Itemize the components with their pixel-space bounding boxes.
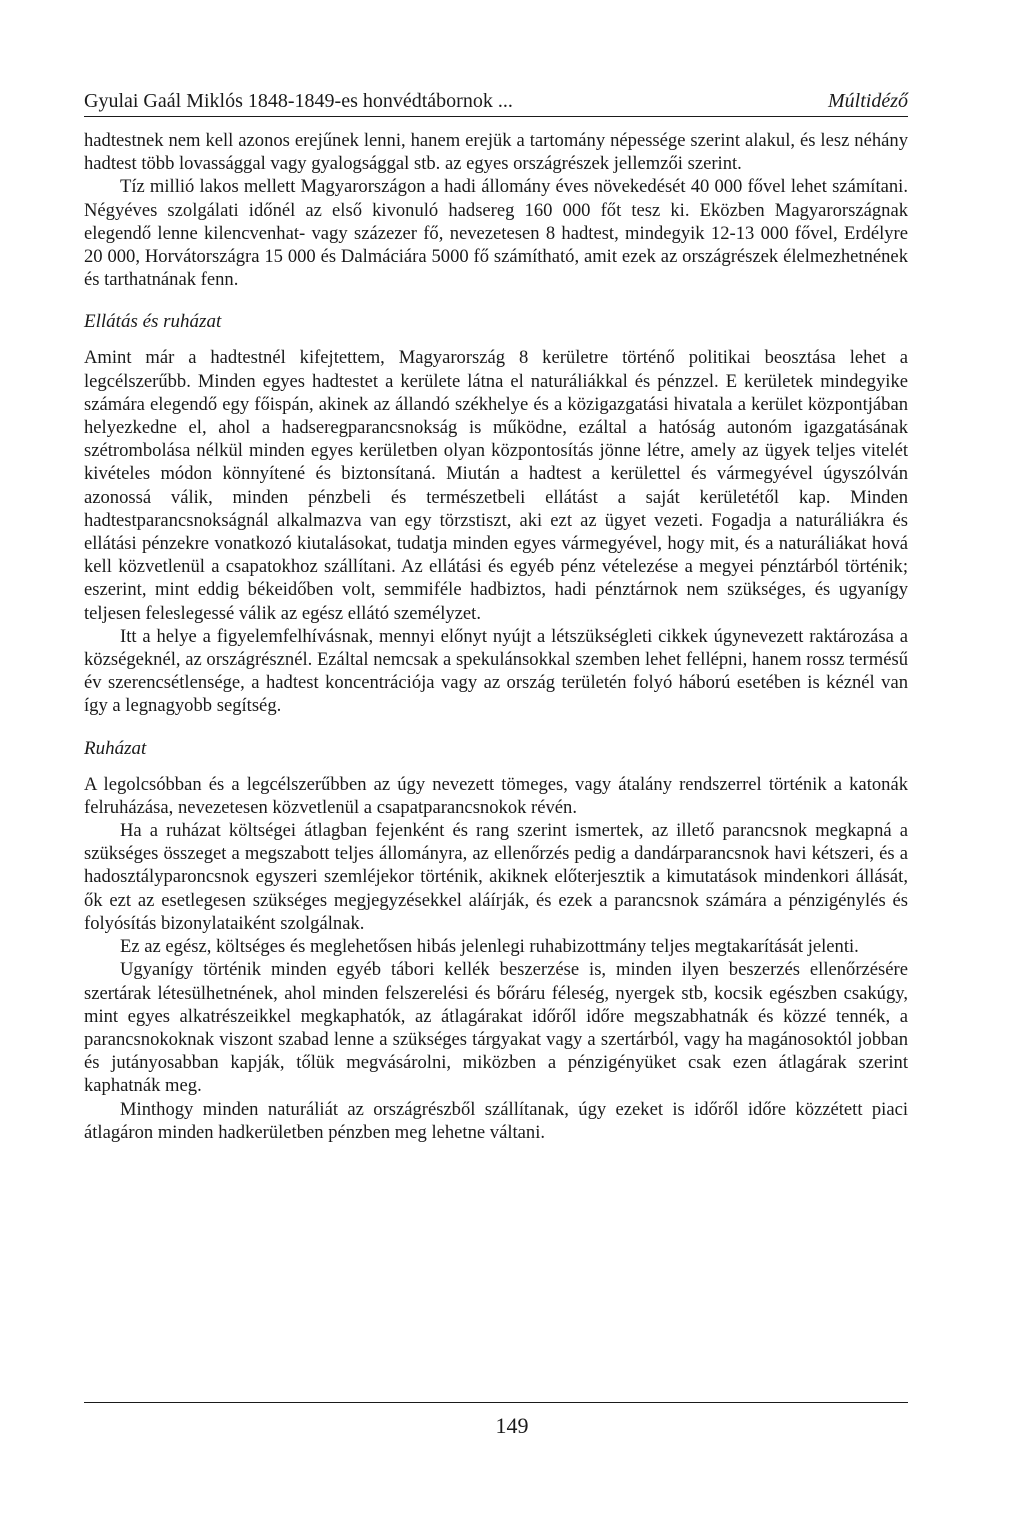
section-heading-clothing: Ruházat bbox=[84, 737, 147, 759]
paragraph: Ez az egész, költséges és meglehetősen hibás jelenlegi ruhabizottmány teljes megtakarítását jelenti. bbox=[120, 936, 859, 958]
paragraph: Ugyanígy történik minden egyéb tábori kellék beszerzése is, minden ilyen beszerzés ellenőrzésére szertárak létesülhetnének, ahol minden felszerelési és bőráru féleség, nyergek stb, kocsik egészben csakúgy, mint egyes alkatrészeikkel megkaphatók, az átlagárakat időről időre megszabhatnák és közzé tennék, a parancsnokoknak viszont szabad lenne a szükséges tárgyakat vagy a szertárból, vagy ha magánosoktól jobban és jutányosabban kapják, tőlük megvásárolni, miközben a pénzigényüket csak ezen átlagárak szerint kaphatnák meg. bbox=[84, 959, 908, 1097]
paragraph: Amint már a hadtestnél kifejtettem, Magyarország 8 kerületre történő politikai beosztása lehet a legcélszerűbb. Minden egyes hadtestet a kerülete látna el naturáliákkal és pénzzel. E kerületek mindegyike számára elegendő egy főispán, akinek az állandó székhelye és a közigazgatási hivatala a kerület központjában helyezkedne el, ahol a hadseregparancsnokság is működne, ezáltal a hatóság autonóm igazgatásának szétrombolása nélkül minden egyes kerületben olyan központosítás jönne létre, amely az ügyek teljes vitelét kivételes módon könnyítené és biztonsítaná. Miután a hadtest a kerülettel és vármegyével úgyszólván azonossá válik, minden pénzbeli és természetbeli ellátást a saját kerületétől kap. Minden hadtestparancsnokságnál alkalmazva van egy törzstiszt, aki ezt az ügyet vezeti. Fogadja a naturáliákra és ellátási pénzekre vonatkozó kiutalásokat, tudatja minden egyes vármegyével, hogy mit, és a naturáliákat hová kell közvetlenül a csapatokhoz szállítani. Az ellátási és egyéb pénz vételezése a megyei pénztárból történik; eszerint, mint eddig békeidőben volt, semmiféle hadbiztos, hadi pénztárnok nem szükséges, és ugyanígy teljesen feleslegessé válik az egész ellátó személyzet. bbox=[84, 347, 908, 624]
paragraph: Minthogy minden naturáliát az országrészből szállítanak, úgy ezeket is időről időre közzétett piaci átlagáron minden hadkerületben pénzben meg lehetne váltani. bbox=[84, 1098, 908, 1143]
paragraph: Itt a helye a figyelemfelhívásnak, mennyi előnyt nyújt a létszükségleti cikkek úgynevezett raktározása a községeknél, az országrésznél. Ezáltal nemcsak a spekulánsokkal szemben lehet fellépni, hanem rossz termésű év szerencsétlensége, a hadtest koncentrációja vagy az ország területén folyó háború esetében is kéznél van így a legnagyobb segítség. bbox=[84, 625, 908, 717]
page-number: 149 bbox=[495, 1413, 529, 1438]
section-heading-supply: Ellátás és ruházat bbox=[84, 311, 222, 333]
running-header bbox=[84, 88, 908, 117]
paragraph: Tíz millió lakos mellett Magyarországon a hadi állomány éves növekedését 40 000 fővel lehet számítani. Négyéves szolgálati időnél az első kivonuló hadsereg 160 000 főt tesz ki. Eközben Magyarországnak elegendő lenne kilencvenhat- vagy százezer fő, nevezetesen 8 hadtest, mindegyik 12-13 000 fővel, Erdélyre 20 000, Horvátországra 15 000 és Dalmáciára 5000 fő számítható, amit ezek az országrészek élelmezhetnének és tarthatnának fenn. bbox=[84, 176, 908, 291]
footer-rule bbox=[84, 1402, 908, 1403]
paragraph: hadtestnek nem kell azonos erejűnek lenni, hanem erejük a tartomány népessége szerint alakul, és lesz néhány hadtest több lovassággal vagy gyalogsággal stb. az egyes országrészek jellemzői szerint. bbox=[84, 130, 908, 175]
paragraph: Ha a ruházat költségei átlagban fejenként és rang szerint ismertek, az illető parancsnok megkapná a szükséges összeget a megszabott teljes állományra, az ellenőrzés pedig a dandárparancsnok havi kétszeri, és a hadosztályparoncsnok egyszeri szemléjekor történik, akiknek előterjesztik a kimutatások mindenkori állását, ők ezt az esetlegesen szükséges megjegyzésekkel aláírják, és ezek a parancsnok számára a pénzigénylés és folyósítás bizonylataiként szolgálnak. bbox=[84, 820, 908, 934]
running-header-section: Múltidéző bbox=[828, 90, 908, 112]
paragraph: A legolcsóbban és a legcélszerűbben az úgy nevezett tömeges, vagy átalány rendszerrel történik a katonák felruházása, nevezetesen közvetlenül a csapatparancsnokok révén. bbox=[84, 773, 908, 818]
running-header-title: Gyulai Gaál Miklós 1848-1849-es honvédtábornok ... bbox=[84, 90, 513, 112]
body-text bbox=[84, 129, 908, 1144]
document-page bbox=[84, 88, 908, 1144]
